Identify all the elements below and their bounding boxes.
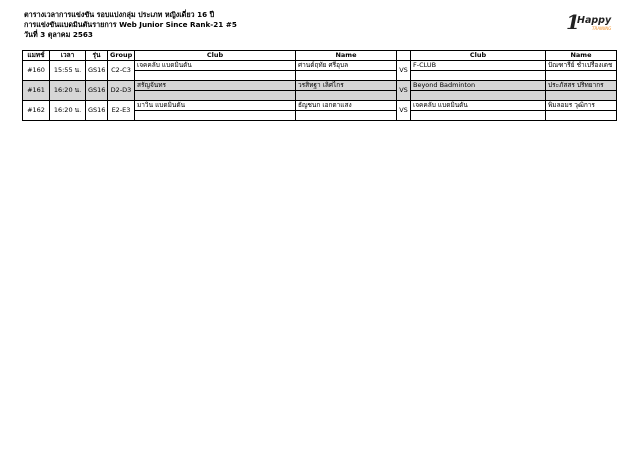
match-group: E2-E3 <box>108 101 135 121</box>
blank-cell <box>135 91 296 101</box>
logo-number: 1 <box>566 10 580 34</box>
name-a: ศานต์ฤทัย ศรีอุบล <box>296 61 397 71</box>
match-number: #160 <box>23 61 50 81</box>
name-a: วรสิทฐา เลิศไกร <box>296 81 397 91</box>
logo-tagline: TRAINING <box>592 26 612 31</box>
match-age: GS16 <box>86 61 108 81</box>
vs-label: VS <box>397 81 411 101</box>
club-a: เจคคลับ แบดมินตัน <box>135 61 296 71</box>
match-time: 16:20 น. <box>50 81 86 101</box>
club-b: เจคคลับ แบดมินตัน <box>411 101 546 111</box>
header-title: ตารางเวลาการแข่งขัน รอบแบ่งกลุ่ม ประเภท หญิงเดี่ยว 16 ปี <box>24 10 215 19</box>
club-a: สรัญจันทร <box>135 81 296 91</box>
table-header-row <box>23 51 617 61</box>
blank-cell <box>546 71 617 81</box>
header-vs <box>397 51 411 61</box>
header-tournament: การแข่งขันแบดมินตันรายการ Web Junior Since Rank-21 #5 <box>24 20 237 29</box>
document-header <box>24 10 237 40</box>
name-b: ประภัสสร ปริทยากร <box>546 81 617 91</box>
match-schedule-table <box>22 50 617 121</box>
club-a: มาวิน แบดมินตัน <box>135 101 296 111</box>
logo-word: Happy <box>577 15 612 26</box>
name-b: พิมลอมร วุฒิการ <box>546 101 617 111</box>
happy-training-logo <box>566 12 618 36</box>
match-time: 15:55 น. <box>50 61 86 81</box>
match-time: 16:20 น. <box>50 101 86 121</box>
header-club-b: Club <box>411 51 546 61</box>
match-number: #162 <box>23 101 50 121</box>
match-number: #161 <box>23 81 50 101</box>
header-match: แมทช์ <box>23 51 50 61</box>
blank-cell <box>546 91 617 101</box>
header-group: Group <box>108 51 135 61</box>
header-club-a: Club <box>135 51 296 61</box>
match-group: D2-D3 <box>108 81 135 101</box>
blank-cell <box>135 71 296 81</box>
blank-cell <box>546 111 617 121</box>
header-time: เวลา <box>50 51 86 61</box>
match-age: GS16 <box>86 81 108 101</box>
blank-cell <box>135 111 296 121</box>
header-age: รุ่น <box>86 51 108 61</box>
table-row <box>23 81 617 91</box>
match-group: C2-C3 <box>108 61 135 81</box>
vs-label: VS <box>397 61 411 81</box>
header-name-b: Name <box>546 51 617 61</box>
vs-label: VS <box>397 101 411 121</box>
blank-cell <box>296 91 397 101</box>
blank-cell <box>411 71 546 81</box>
club-b: F-CLUB <box>411 61 546 71</box>
header-date: วันที่ 3 ตุลาคม 2563 <box>24 30 93 39</box>
blank-cell <box>411 111 546 121</box>
blank-cell <box>296 111 397 121</box>
club-b: Beyond Badminton <box>411 81 546 91</box>
name-a: ธัญชนก เอกตาแสง <box>296 101 397 111</box>
blank-cell <box>411 91 546 101</box>
header-name-a: Name <box>296 51 397 61</box>
name-b: ปัณฑารีย์ ชำเปรื่องเดช <box>546 61 617 71</box>
table-row <box>23 101 617 111</box>
table-row <box>23 61 617 71</box>
blank-cell <box>296 71 397 81</box>
match-age: GS16 <box>86 101 108 121</box>
